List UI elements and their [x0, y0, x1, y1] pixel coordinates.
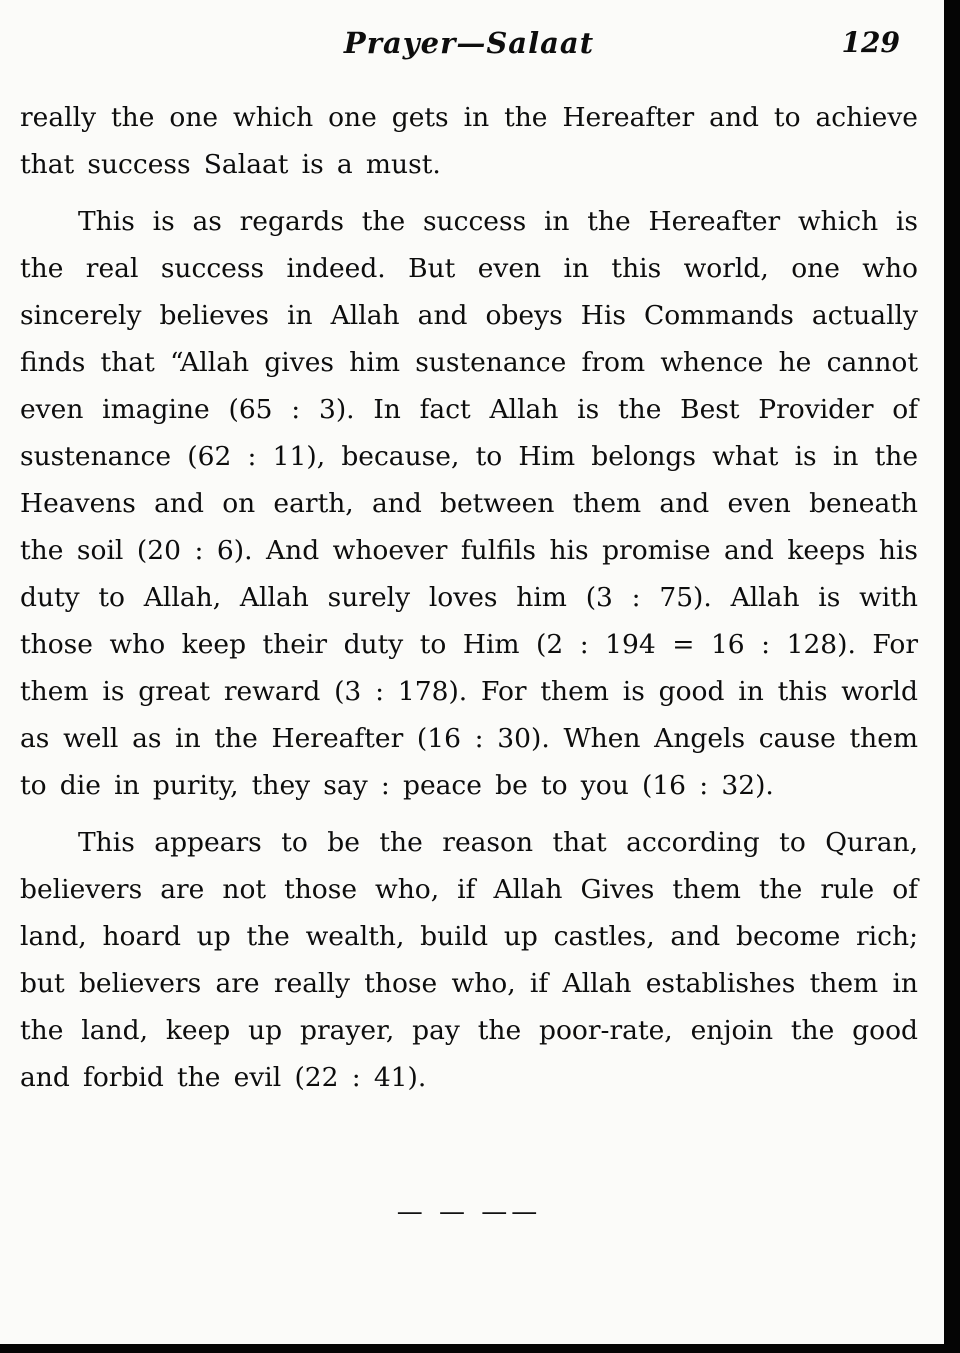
paragraph-success-hereafter: This is as regards the success in the Hereafter which is the real success indeed. But even in this world, one who sincerely believes in Allah and obeys His Commands actually finds that “Allah gives him sustenance from whence he cannot even imagine (65 : 3). In fact Allah is the Best Provider of sustenance (62 : 11), because, to Him belongs what is in the Heavens and on earth, and between them and even beneath the soil (20 : 6). And whoever fulfils his promise and keeps his duty to Allah, Allah surely loves him (3 : 75). Allah is with those who keep their duty to Him (2 : 194 = 16 : 128). For them is great reward (3 : 178). For them is good in this world as well as in the Hereafter (16 : 30). When Angels cause them to die in purity, they say : peace be to you (16 : 32).	[20, 206, 918, 801]
page-header	[20, 26, 918, 70]
running-title: Prayer—Salaat	[343, 26, 595, 60]
page-number: 129	[841, 26, 900, 59]
body-text	[20, 94, 918, 1101]
section-divider: — — ——	[396, 1197, 542, 1227]
paragraph-believers-quran: This appears to be the reason that according to Quran, believers are not those who, if Allah Gives them the rule of land, hoard up the wealth, build up castles, and become rich; but believers are really those who, if Allah establishes them in the land, keep up prayer, pay the poor-rate, enjoin the good and forbid the evil (22 : 41).	[20, 827, 918, 1093]
scan-artifact-right-edge	[944, 0, 960, 1353]
scan-artifact-bottom-edge	[0, 1344, 960, 1353]
paragraph-continuation: really the one which one gets in the Hereafter and to achieve that success Salaat is a must.	[20, 102, 918, 180]
